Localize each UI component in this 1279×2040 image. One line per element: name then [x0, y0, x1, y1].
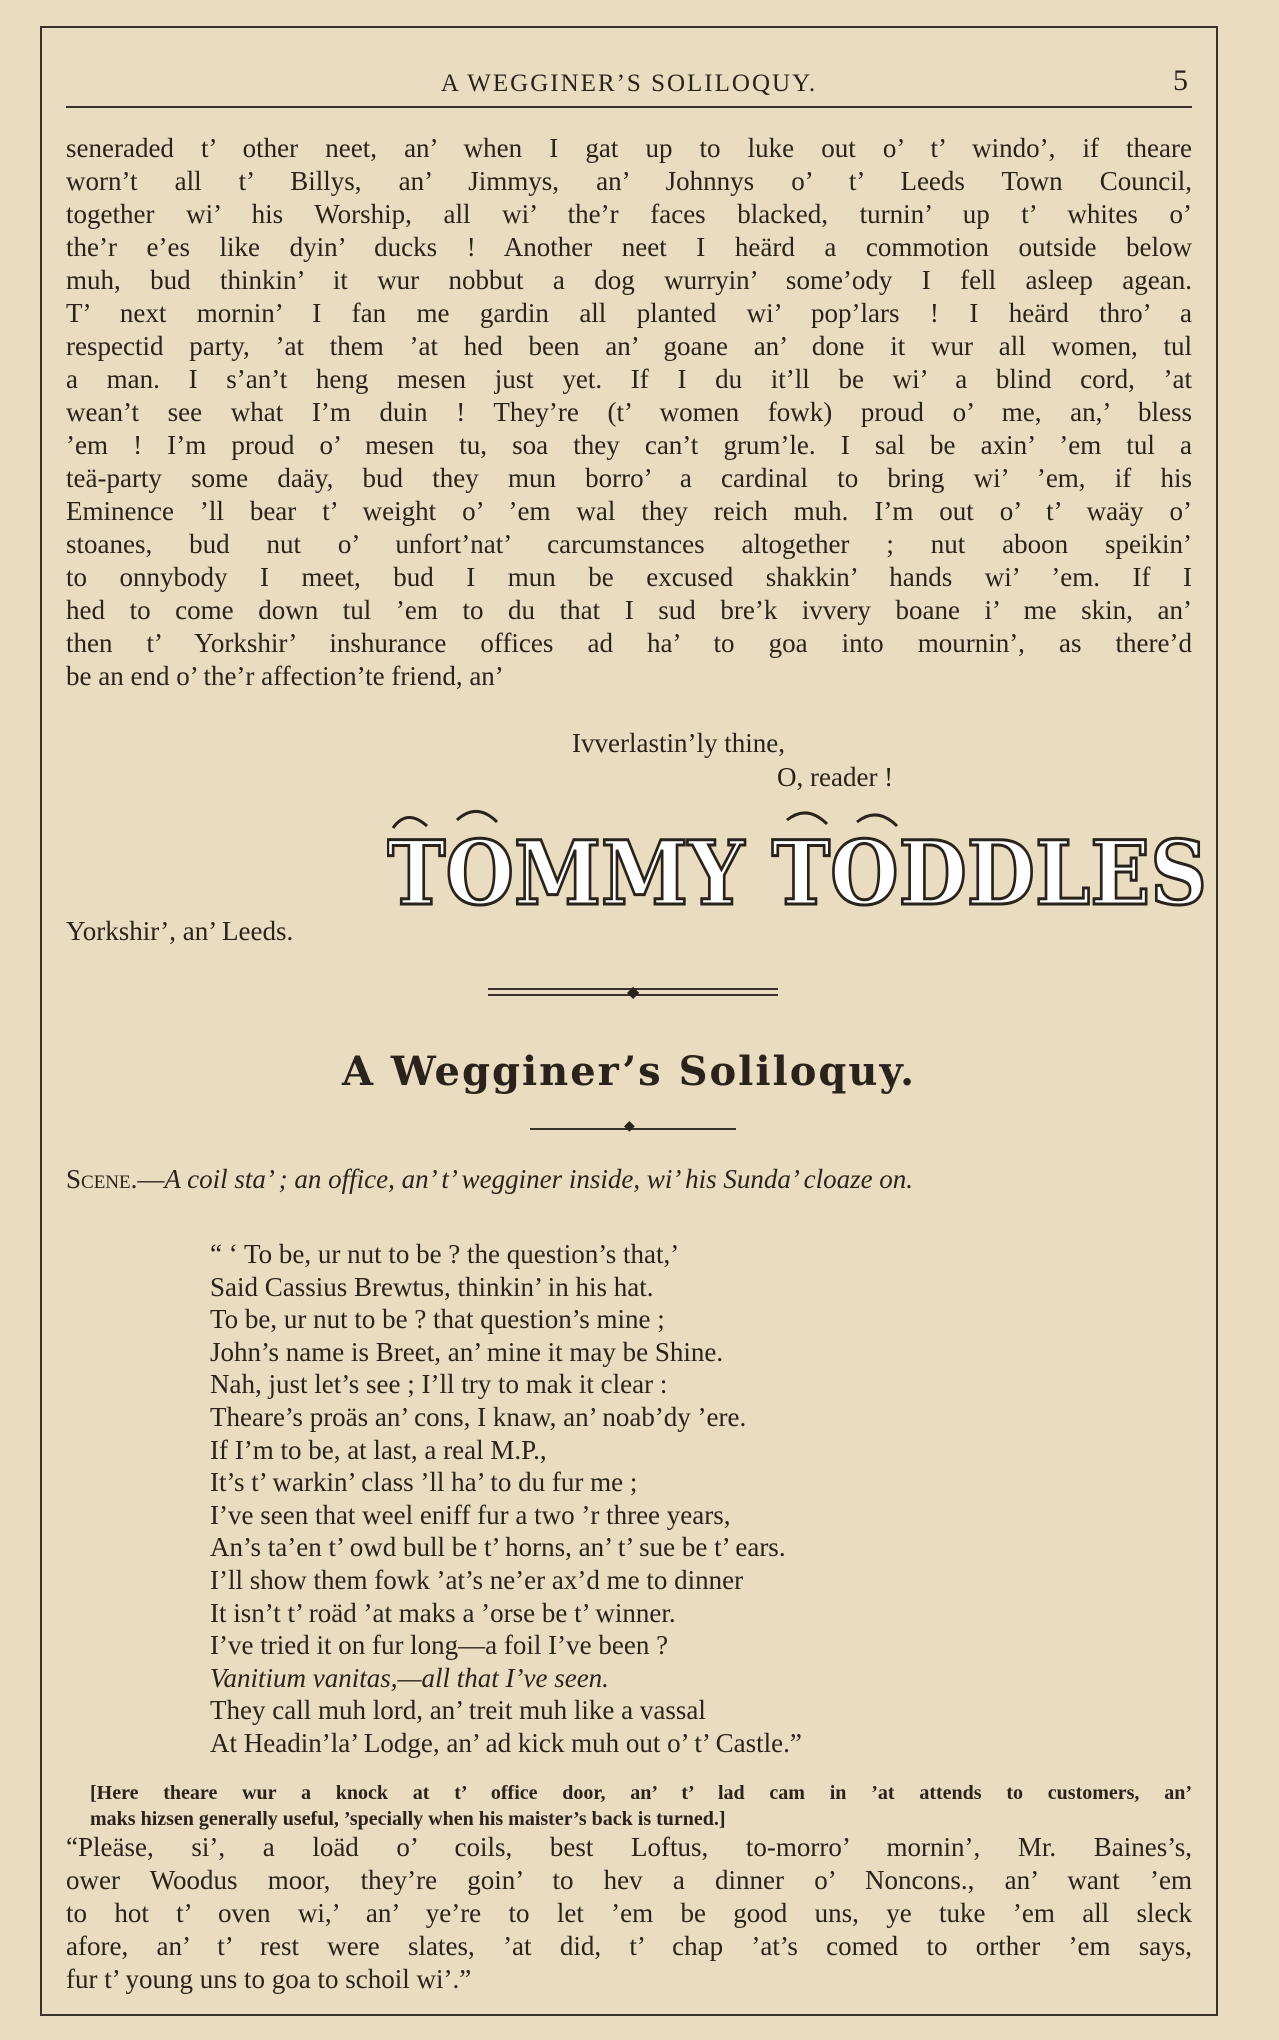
- verse-line: “ ‘ To be, ur nut to be ? the question’s that,’: [210, 1239, 680, 1269]
- signoff-closing: Ivverlastin’ly thine,: [572, 728, 785, 758]
- text-line: the’r e’es like dyin’ ducks ! Another neet I heärd a commotion outside below: [66, 232, 1192, 262]
- text-line: respectid party, ’at them ’at hed been an’ goane an’ done it wur all women, tul: [66, 331, 1192, 361]
- page: [40, 26, 1218, 2016]
- letter-paragraph: [66, 132, 1192, 693]
- text-line: T’ next mornin’ I fan me gardin all planted wi’ pop’lars ! I heärd thro’ a: [66, 298, 1192, 328]
- signoff-salutation: O, reader !: [777, 762, 894, 792]
- text-line: Eminence ’ll bear t’ weight o’ ’em wal they reich muh. I’m out o’ t’ waäy o’: [66, 496, 1192, 526]
- text-line: muh, bud thinkin’ it wur nobbut a dog wurryin’ some’ody I fell asleep agean.: [66, 265, 1192, 295]
- signature-text: TOMMY TODDLES: [387, 821, 1207, 925]
- verse-line: I’ve seen that weel eniff fur a two ’r three years,: [210, 1499, 731, 1530]
- text-line: ower Woodus moor, they’re goin’ to hev a dinner o’ Noncons., an’ want ’em: [66, 1865, 1192, 1895]
- text-line: worn’t all t’ Billys, an’ Jimmys, an’ Johnnys o’ t’ Leeds Town Council,: [66, 166, 1192, 196]
- text-line: fur t’ young uns to goa to schoil wi’.”: [66, 1964, 472, 1994]
- text-line: afore, an’ t’ rest were slates, ’at did, t’ chap ’at’s comed to orther ’em says,: [66, 1931, 1192, 1961]
- text-line: maks hizsen generally useful, ’specially when his maister’s back is turned.]: [90, 1808, 726, 1830]
- text-line: together wi’ his Worship, all wi’ the’r faces blacked, turnin’ up t’ whites o’: [66, 199, 1192, 229]
- text-line: hed to come down tul ’em to du that I sud bre’k ivvery boane i’ me skin, an’: [66, 595, 1192, 625]
- signature-ornamental: [387, 798, 1215, 938]
- scene-text: A coil sta’ ; an office, an’ t’ wegginer inside, wi’ his Sunda’ cloaze on.: [164, 1164, 914, 1194]
- text-line: ’em ! I’m proud o’ mesen tu, soa they can’t grum’le. I sal be axin’ ’em tul a: [66, 430, 1192, 460]
- stage-direction: [90, 1780, 1192, 1832]
- text-line: then t’ Yorkshir’ inshurance offices ad ha’ to goa into mournin’, as there’d: [66, 628, 1192, 658]
- place-line: Yorkshir’, an’ Leeds.: [66, 916, 294, 946]
- text-line: a man. I s’an’t heng mesen just yet. If I du it’ll be wi’ a blind cord, ’at: [66, 364, 1192, 394]
- verse-line: To be, ur nut to be ? that question’s mine ;: [210, 1304, 665, 1335]
- page-number: 5: [1173, 64, 1188, 97]
- running-header: [66, 48, 1192, 108]
- verse-line: Said Cassius Brewtus, thinkin’ in his hat.: [210, 1271, 654, 1302]
- verse-line: I’ve tried it on fur long—a foil I’ve been ?: [210, 1630, 669, 1661]
- verse-line: An’s ta’en t’ owd bull be t’ horns, an’ t’ sue be t’ ears.: [210, 1532, 786, 1563]
- diamond-ornament-icon: ◆: [624, 1119, 635, 1134]
- text-line: wean’t see what I’m duin ! They’re (t’ women fowk) proud o’ me, an,’ bless: [66, 397, 1192, 427]
- text-line: [Here theare wur a knock at t’ office door, an’ t’ lad cam in ’at attends to customers, an’: [90, 1782, 1192, 1804]
- text-line: to hot t’ oven wi,’ an’ ye’re to let ’em be good uns, ye tuke ’em all sleck: [66, 1898, 1192, 1928]
- running-title: A WEGGINER’S SOLILOQUY.: [440, 70, 818, 97]
- verse-line: John’s name is Breet, an’ mine it may be Shine.: [210, 1336, 724, 1367]
- verse-line: At Headin’la’ Lodge, an’ ad kick muh out o’ t’ Castle.”: [210, 1727, 802, 1758]
- text-line: seneraded t’ other neet, an’ when I gat up to luke out o’ t’ windo’, if theare: [66, 133, 1192, 163]
- verse-block: [210, 1238, 802, 1760]
- diamond-ornament-icon: ◆: [627, 984, 640, 1001]
- text-line: stoanes, bud nut o’ unfort’nat’ carcumstances altogether ; nut aboon speikin’: [66, 529, 1192, 559]
- text-line: to onnybody I meet, bud I mun be excused shakkin’ hands wi’ ’em. If I: [66, 562, 1192, 592]
- scene-dash: —: [137, 1164, 165, 1194]
- verse-line: It isn’t t’ roäd ’at maks a ’orse be t’ winner.: [210, 1597, 676, 1628]
- verse-line: Theare’s proäs an’ cons, I knaw, an’ noab’dy ’ere.: [210, 1401, 747, 1432]
- verse-line: Vanitium vanitas,—all that I’ve seen.: [210, 1662, 609, 1693]
- verse-line: It’s t’ warkin’ class ’ll ha’ to du fur me ;: [210, 1467, 638, 1498]
- verse-line: Nah, just let’s see ; I’ll try to mak it clear :: [210, 1369, 668, 1400]
- scene-label: Scene.: [66, 1164, 138, 1194]
- text-line: teä-party some daäy, bud they mun borro’ a cardinal to bring wi’ ’em, if his: [66, 463, 1192, 493]
- verse-line: I’ll show them fowk ’at’s ne’er ax’d me to dinner: [210, 1564, 744, 1595]
- verse-line: They call muh lord, an’ treit muh like a vassal: [210, 1695, 706, 1726]
- text-line: be an end o’ the’r affection’te friend, an’: [66, 661, 504, 691]
- final-paragraph: [66, 1831, 1192, 1996]
- section-title: A Wegginer’s Soliloquy.: [341, 1048, 917, 1095]
- verse-line: If I’m to be, at last, a real M.P.,: [210, 1434, 547, 1465]
- text-line: “Pleäse, si’, a loäd o’ coils, best Loftus, to-morro’ mornin’, Mr. Baines’s,: [66, 1832, 1192, 1862]
- scene-description: [66, 1163, 1192, 1196]
